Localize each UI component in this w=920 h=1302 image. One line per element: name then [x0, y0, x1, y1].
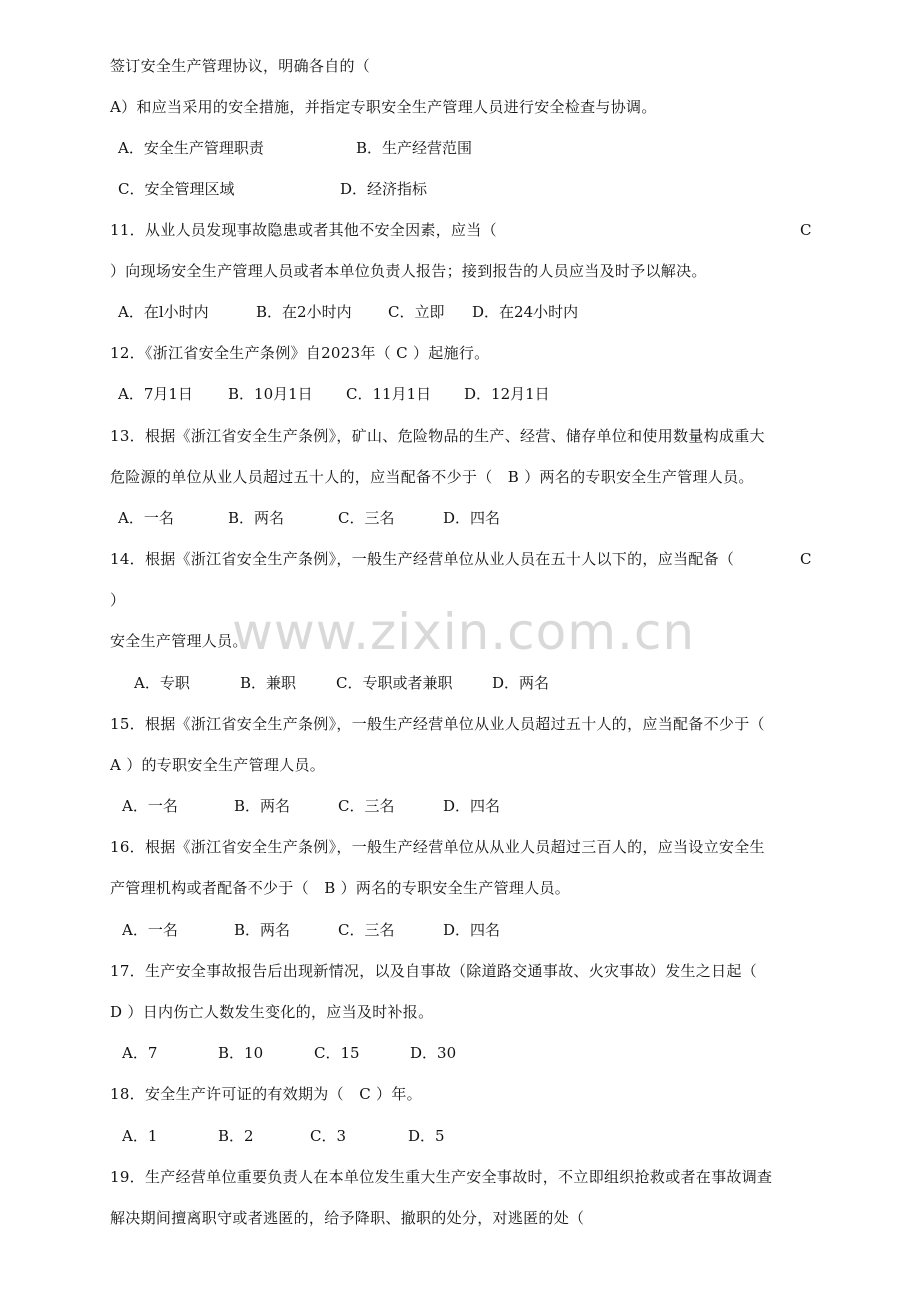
option-a: A．专职	[134, 674, 190, 692]
option-c: C．专职或者兼职	[336, 674, 453, 692]
option-b: B．10	[218, 1044, 264, 1062]
option-b: B．兼职	[240, 674, 297, 692]
option-c: C．15	[314, 1044, 360, 1062]
text-line: 产管理机构或者配备不少于（ B ）两名的专职安全生产管理人员。	[110, 879, 571, 897]
option-c: C．安全管理区域	[118, 180, 235, 198]
option-d: D．在24小时内	[472, 303, 579, 321]
option-b: B．10月1日	[228, 385, 313, 403]
question-18: 18．安全生产许可证的有效期为（ C ）年。	[110, 1085, 422, 1103]
option-a: A．7月1日	[118, 385, 193, 403]
option-a: A．一名	[122, 797, 178, 815]
option-c: C．3	[310, 1127, 347, 1145]
text-line: 签订安全生产管理协议，明确各自的（	[110, 57, 371, 75]
option-b: B．在2小时内	[256, 303, 352, 321]
answer-11: C	[800, 221, 812, 239]
question-14: 14．根据《浙江省安全生产条例》，一般生产经营单位从业人员在五十人以下的，应当配备（	[110, 550, 735, 568]
text-line: 解决期间擅离职守或者逃匿的，给予降职、撤职的处分，对逃匿的处（	[110, 1209, 585, 1227]
option-c: C．三名	[338, 797, 395, 815]
option-d: D．5	[408, 1127, 445, 1145]
question-11: 11．从业人员发现事故隐患或者其他不安全因素，应当（	[110, 221, 497, 239]
question-13: 13．根据《浙江省安全生产条例》，矿山、危险物品的生产、经营、储存单位和使用数量构成重大	[110, 427, 765, 445]
option-a: A．一名	[118, 509, 174, 527]
watermark: www.zixin.com.cn	[232, 603, 696, 661]
option-a: A．一名	[122, 921, 178, 939]
text-line: D ）日内伤亡人数发生变化的，应当及时补报。	[110, 1003, 434, 1021]
text-line: A ）的专职安全生产管理人员。	[110, 756, 326, 774]
option-c: C．三名	[338, 509, 395, 527]
text-line: ）向现场安全生产管理人员或者本单位负责人报告；接到报告的人员应当及时予以解决。	[110, 262, 707, 280]
option-c: C．11月1日	[346, 385, 432, 403]
option-d: D．经济指标	[340, 180, 428, 198]
option-b: B．两名	[234, 797, 291, 815]
option-b: B．2	[218, 1127, 254, 1145]
option-c: C．立即	[388, 303, 445, 321]
text-line: 安全生产管理人员。	[110, 632, 248, 650]
answer-14: C	[800, 550, 812, 568]
option-a: A．1	[122, 1127, 158, 1145]
question-15: 15．根据《浙江省安全生产条例》，一般生产经营单位从业人员超过五十人的，应当配备不少于（	[110, 715, 765, 733]
question-19: 19．生产经营单位重要负责人在本单位发生重大生产安全事故时，不立即组织抢救或者在事故调查	[110, 1168, 773, 1186]
option-b: B．两名	[228, 509, 285, 527]
option-d: D．四名	[443, 509, 501, 527]
option-d: D．30	[410, 1044, 457, 1062]
text-line: A）和应当采用的安全措施，并指定专职安全生产管理人员进行安全检查与协调。	[110, 98, 657, 116]
option-d: D．两名	[492, 674, 550, 692]
question-12: 12．《浙江省安全生产条例》自2023年（ C ）起施行。	[110, 344, 490, 362]
option-c: C．三名	[338, 921, 395, 939]
option-b: B．生产经营范围	[356, 139, 473, 157]
text-line: ）	[110, 591, 126, 609]
question-16: 16．根据《浙江省安全生产条例》，一般生产经营单位从从业人员超过三百人的，应当设立安全生	[110, 838, 765, 856]
option-a: A．在l小时内	[118, 303, 209, 321]
option-a: A．7	[122, 1044, 158, 1062]
text-line: 危险源的单位从业人员超过五十人的，应当配备不少于（ B ）两名的专职安全生产管理人员。	[110, 468, 754, 486]
option-b: B．两名	[234, 921, 291, 939]
option-a: A．安全生产管理职责	[118, 139, 264, 157]
question-17: 17．生产安全事故报告后出现新情况，以及自事故（除道路交通事故、火灾事故）发生之日起（	[110, 962, 757, 980]
option-d: D．四名	[443, 797, 501, 815]
option-d: D．四名	[443, 921, 501, 939]
option-d: D．12月1日	[464, 385, 550, 403]
